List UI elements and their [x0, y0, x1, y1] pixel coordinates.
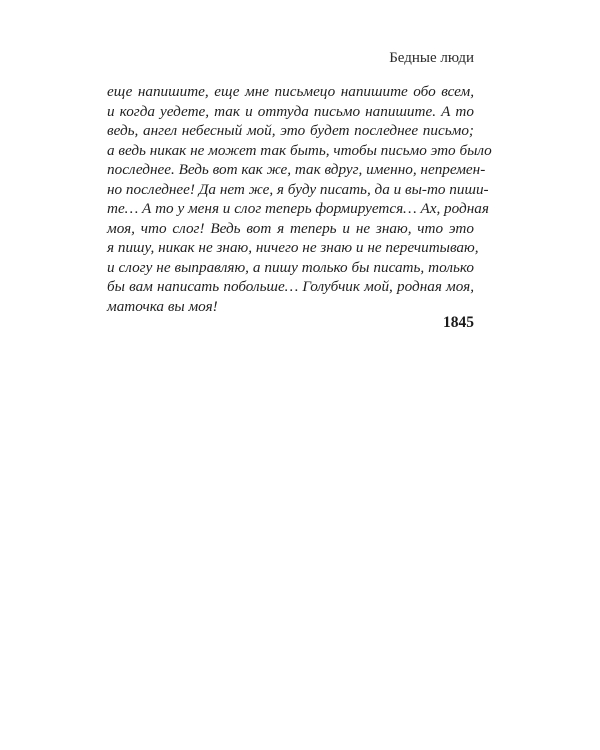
date-signature: 1845: [443, 314, 474, 331]
text-line: а ведь никак не может так быть, чтобы письмо это было: [107, 141, 492, 159]
text-line: и когда уедете, так и оттуда письмо напишите. А то: [107, 102, 474, 120]
text-line: я пишу, никак не знаю, ничего не знаю и не перечитываю,: [107, 239, 479, 256]
text-line: те… А то у меня и слог теперь формируется… Ах, родная: [107, 200, 489, 217]
body-text: [107, 82, 492, 316]
text-line: и слогу не выправляю, а пишу только бы писать, только: [107, 258, 474, 276]
text-line: но последнее! Да нет же, я буду писать, да и вы-то пиши-: [107, 180, 489, 198]
text-line: последнее. Ведь вот как же, так вдруг, именно, непремен-: [107, 161, 486, 178]
text-line: моя, что слог! Ведь вот я теперь и не знаю, что это: [107, 219, 474, 237]
text-line: еще напишите, еще мне письмецо напишите обо всем,: [107, 83, 474, 100]
text-line-last: маточка вы моя!: [107, 297, 218, 315]
text-line: бы вам написать побольше… Голубчик мой, родная моя,: [107, 278, 474, 295]
text-line: ведь, ангел небесный мой, это будет последнее письмо;: [107, 122, 474, 139]
running-header-title: Бедные люди: [389, 50, 474, 66]
